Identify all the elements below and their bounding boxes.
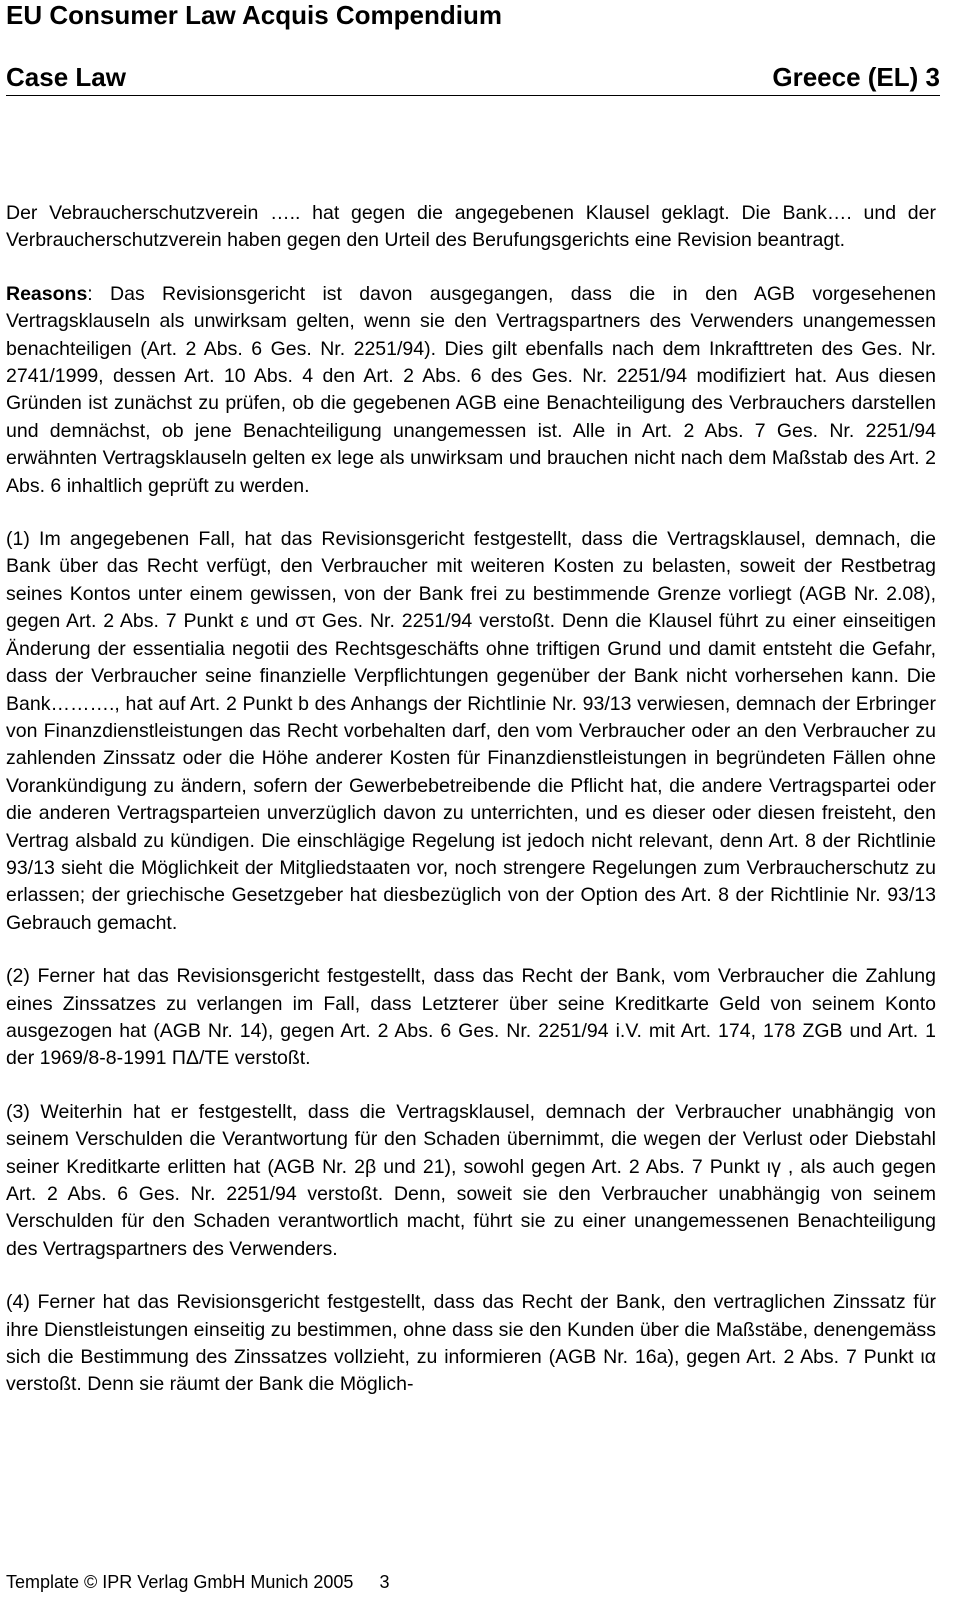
page-header [6, 60, 940, 94]
paragraph-reasons [6, 281, 936, 500]
paragraph-text: (2) Ferner hat das Revisionsgericht festgestellt, dass das Recht der Bank, vom Verbraucher die Zahlung eines Zinssatzes zu verlangen im Fall, dass Letzterer über seine Kreditkarte Geld von seinem Konto ausgezogen hat (AGB Nr. 14), gegen Art. 2 Abs. 6 Ges. Nr. 2251/94 i.V. mit Art. 174, 178 ZGB und Art. 1 der 1969/8-8-1991 ΠΔ/TE verstoßt. [6, 965, 936, 1070]
footer-copyright: Template © IPR Verlag GmbH Munich 2005 [6, 1572, 354, 1592]
paragraph-point-3 [6, 1099, 936, 1263]
paragraph-text: (4) Ferner hat das Revisionsgericht festgestellt, dass das Recht der Bank, den vertraglichen Zinssatz für ihre Dienstleistungen einseitig zu bestimmen, ohne dass sie den Kunden über die Maßstäbe, denengemäss sich die Bestimmung des Zinssatzes vollzieht, zu informieren (AGB Nr. 16a), gegen Art. 2 Abs. 7 Punkt ια verstoßt. Denn sie räumt der Bank die Möglich- [6, 1291, 936, 1396]
section-title: Case Law [6, 62, 126, 92]
paragraph-point-1 [6, 526, 936, 937]
paragraph-point-2 [6, 963, 936, 1073]
header-divider [6, 95, 940, 96]
paragraph-text: Der Vebraucherschutzverein ….. hat gegen die angegebenen Klausel geklagt. Die Bank…. und der Verbraucherschutzverein haben gegen den Urteil des Berufungsgerichts eine Revision beantragt. [6, 202, 936, 252]
paragraph-intro [6, 200, 936, 255]
reasons-label: Reasons [6, 282, 88, 305]
paragraph-point-4 [6, 1289, 936, 1399]
document-body [6, 200, 936, 1425]
page-footer [6, 1570, 389, 1594]
document-title: EU Consumer Law Acquis Compendium [6, 0, 502, 30]
paragraph-text: (3) Weiterhin hat er festgestellt, dass die Vertragsklausel, demnach der Verbraucher unabhängig von seinem Verschulden die Verantwortung für den Schaden übernimmt, die wegen der Verlust oder Diebstahl seiner Kreditkarte erlitten hat (AGB Nr. 2β und 21), sowohl gegen Art. 2 Abs. 7 Punkt ιγ , als auch gegen Art. 2 Abs. 6 Ges. Nr. 2251/94 verstoßt. Denn, soweit sie den Verbraucher unabhängig von seinem Verschulden für den Schaden verantwortlich macht, führt sie zu einer unangemessenen Benachteiligung des Vertragspartners des Verwenders. [6, 1100, 936, 1260]
paragraph-text: (1) Im angegebenen Fall, hat das Revisionsgericht festgestellt, dass die Vertragsklausel, demnach, die Bank über das Recht verfügt, den Verbraucher mit weiteren Kosten zu belasten, soweit der Restbetrag seines Kontos unter einem gewissen, von der Bank frei zu bestimmende Grenze vorliegt (AGB Nr. 2.08), gegen Art. 2 Abs. 7 Punkt ε und στ Ges. Nr. 2251/94 verstoßt. Denn die Klausel führt zu einer einseitigen Änderung der essentialia negotii des Rechtsgeschäfts ohne triftigen Grund und damit entsteht die Gefahr, dass der Verbraucher seine finanzielle Verpflichtungen gegenüber der Bank nicht vorhersehen kann. Die Bank………., hat auf Art. 2 Punkt b des Anhangs der Richtlinie Nr. 93/13 verwiesen, demnach der Erbringer von Finanzdienstleistungen das Recht vorbehalten darf, den vom Verbraucher oder an den Verbraucher zu zahlenden Zinssatz oder die Höhe anderer Kosten für Finanzdienstleistungen in begründeten Fällen ohne Vorankündigung zu ändern, sofern der Gewerbebetreibende die Pflicht hat, die andere Vertragspartei oder die anderen Vertragsparteien unverzüglich davon zu unterrichten, und es dieser oder diesen freisteht, den Vertrag alsbald zu kündigen. Die einschlägige Regelung ist jedoch nicht relevant, denn Art. 8 der Richtlinie 93/13 sieht die Möglichkeit der Mitgliedstaaten vor, noch strengere Regelungen zum Verbraucherschutz zu erlassen; der griechische Gesetzgeber hat diesbezüglich von der Option des Art. 8 der Richtlinie Nr. 93/13 Gebrauch gemacht. [6, 528, 936, 934]
country-label: Greece (EL) 3 [772, 62, 940, 92]
paragraph-text: : Das Revisionsgericht ist davon ausgegangen, dass die in den AGB vorgesehenen Vertragsklauseln als unwirksam gelten, wenn sie den Vertragspartners des Verwenders unangemessen benachteiligen (Art. 2 Abs. 6 Ges. Nr. 2251/94). Dies gilt ebenfalls nach dem Inkrafttreten des Ges. Nr. 2741/1999, dessen Art. 10 Abs. 4 den Art. 2 Abs. 6 des Ges. Nr. 2251/94 modifiziert hat. Aus diesen Gründen ist zunächst zu prüfen, ob die gegebenen AGB eine Benachteiligung des Verbrauchers darstellen und demnächst, ob jene Benachteiligung unangemessen ist. Alle in Art. 2 Abs. 7 Ges. Nr. 2251/94 erwähnten Vertragsklauseln gelten ex lege als unwirksam und brauchen nicht nach dem Maßstab des Art. 2 Abs. 6 inhaltlich geprüft zu werden. [6, 282, 936, 497]
page-number: 3 [379, 1572, 390, 1592]
